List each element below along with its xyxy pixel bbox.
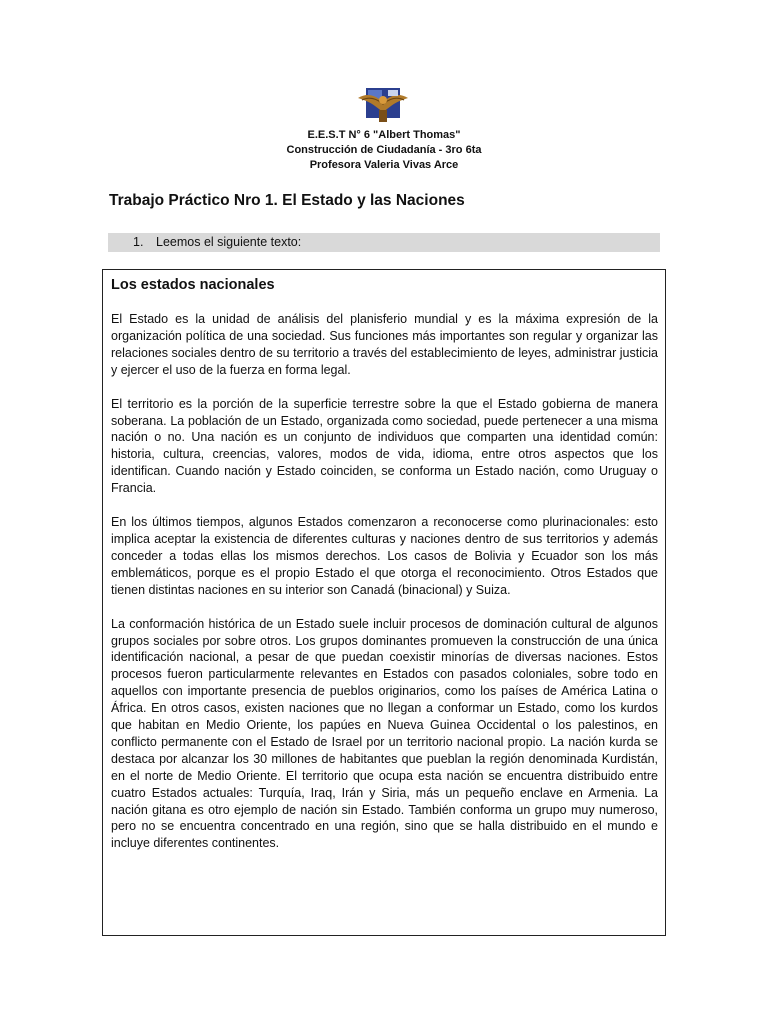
- instruction-item: [108, 233, 660, 252]
- paragraph: En los últimos tiempos, algunos Estados comenzaron a reconocerse como plurinacionales: esto implica aceptar la existencia de diferentes culturas y naciones dentro de sus territorios y además conceder a todas ellas los mismos derechos. Los casos de Bolivia y Ecuador son los más emblemáticos, porque es el propio Estado el que otorga el reconocimiento. Otros Estados que tienen distintas naciones en su interior son Canadá (binacional) y Suiza.: [111, 515, 658, 597]
- school-crest-icon: [358, 86, 408, 124]
- document-header: [0, 128, 768, 173]
- instruction-number: 1.: [133, 235, 144, 249]
- page-title: Trabajo Práctico Nro 1. El Estado y las Naciones: [109, 192, 465, 209]
- reading-heading: Los estados nacionales: [111, 277, 275, 293]
- teacher-name: Profesora Valeria Vivas Arce: [309, 159, 459, 171]
- instruction-text: Leemos el siguiente texto:: [156, 235, 302, 249]
- course-name: Construcción de Ciudadanía - 3ro 6ta: [286, 144, 482, 156]
- school-name: E.E.S.T N° 6 "Albert Thomas": [307, 129, 461, 141]
- paragraph: El Estado es la unidad de análisis del planisferio mundial y es la máxima expresión de la organización política de una sociedad. Sus funciones más importantes son regular y organizar las relaciones sociales dentro de su territorio a través del establecimiento de leyes, administrar justicia y ejercer el uso de la fuerza en forma legal.: [111, 312, 658, 377]
- paragraph: El territorio es la porción de la superficie terrestre sobre la que el Estado gobierna de manera soberana. La población de un Estado, organizada como sociedad, puede pertenecer a una misma nación o no. Una nación es un conjunto de individuos que comparten una identidad común: historia, cultura, creencias, valores, modos de vida, idioma, entre otros aspectos que los identifican. Cuando nación y Estado coinciden, se conforma un Estado nación, como Uruguay o Francia.: [111, 396, 658, 496]
- reading-box: [102, 269, 666, 936]
- paragraph: La conformación histórica de un Estado suele incluir procesos de dominación cultural de algunos grupos sociales por sobre otros. Los grupos dominantes promueven la construcción de una única identificación nacional, a pesar de que puedan coexistir minorías de diversas naciones. Estos procesos fueron particularmente relevantes en Estados con pasados coloniales, sobre todo en aquellos con importante presencia de pueblos originarios, como los países de América Latina o África. En otros casos, existen naciones que no llegan a conformar un Estado, como los kurdos que habitan en Medio Oriente, los papúes en Nueva Guinea Occidental o los palestinos, en conflicto permanente con el Estado de Israel por un territorio nacional propio. La nación kurda se destaca por alcanzar los 30 millones de habitantes que pueblan la región denominada Kurdistán, en el norte de Medio Oriente. El territorio que ocupa esta nación se encuentra distribuido entre cuatro Estados actuales: Turquía, Iraq, Irán y Siria, más un pequeño enclave en Armenia. La nación gitana es otro ejemplo de nación sin Estado. También conforma un grupo muy numeroso, pero no se encuentra concentrado en una región, sino que se halla distribuido en el mundo e incluye diferentes continentes.: [111, 616, 658, 851]
